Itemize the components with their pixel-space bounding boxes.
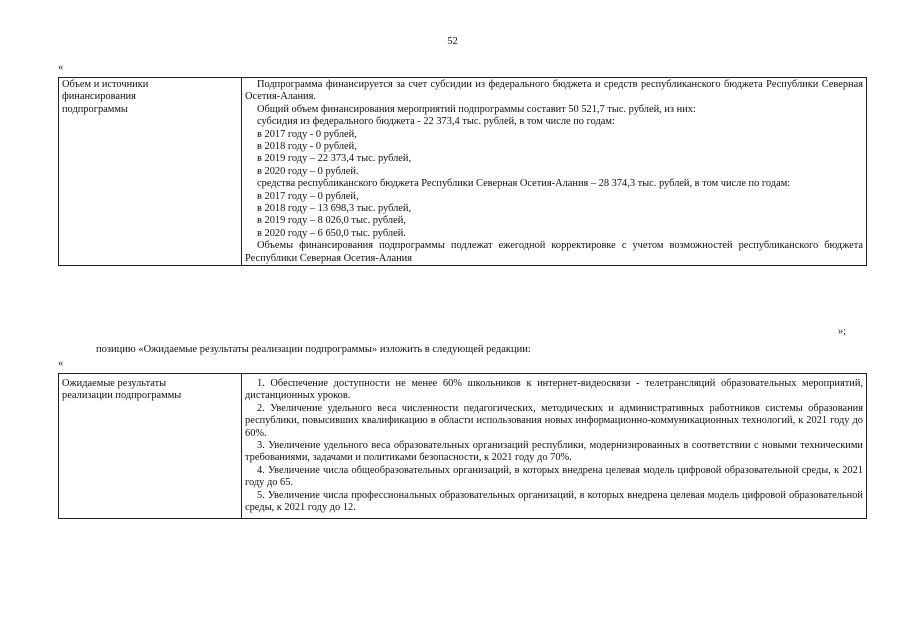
financing-row [59,78,867,266]
results-label-line: реализации подпрограммы [62,390,182,402]
financing-paragraph: в 2017 году - 0 рублей, [257,128,357,140]
financing-paragraph: средства республиканского бюджета Республики Северная Осетия-Алания – 28 374,3 тыс. рублей, в том числе по годам: [257,178,791,190]
results-label-cell [59,374,242,519]
open-quote-2: « [58,358,64,369]
financing-paragraph: в 2020 году – 6 650,0 тыс. рублей. [257,227,406,239]
financing-label-line: подпрограммы [62,103,128,115]
financing-paragraph: в 2018 году - 0 рублей, [257,141,357,153]
financing-label-line: Объем и источники [62,79,149,90]
financing-label-cell [59,78,242,266]
intro-text: позицию «Ожидаемые результаты реализации подпрограммы» изложить в следующей редакции: [96,344,531,355]
results-paragraph: 1. Обеспечение доступности не менее 60% школьников к интернет-видеосвязи - телетрансляций образовательных мероприятий, дистанционных уроков. [245,378,863,402]
page-number: 52 [447,36,458,47]
financing-label-line: финансирования [62,91,136,103]
results-label-line: Ожидаемые результаты [62,378,167,389]
results-paragraph: 4. Увеличение числа общеобразовательных организаций, в которых внедрена целевая модель цифровой образовательной среды, к 2021 году до 65. [245,464,863,489]
financing-paragraph: в 2018 году – 13 698,3 тыс. рублей, [257,203,412,215]
results-paragraph: 2. Увеличение удельного веса численности педагогических, методических и административных работников системы образования республики, повысивших квалификацию в области использования новых информационно-коммуникационных технологий, к 2021 году до 60%. [245,402,863,439]
financing-paragraph: Подпрограмма финансируется за счет субсидии из федерального бюджета и средств республиканского бюджета Республики Северная Осетия-Алания. [245,79,863,103]
results-paragraph: 5. Увеличение числа профессиональных образовательных организаций, в которых внедрена целевая модель цифровой образовательной среды, к 2021 году до 12. [245,489,863,514]
results-row [59,374,867,519]
results-body-cell [242,374,867,519]
financing-paragraph: субсидия из федерального бюджета - 22 373,4 тыс. рублей, в том числе по годам: [257,116,615,128]
results-table [58,373,867,519]
financing-paragraph: Объемы финансирования подпрограммы подлежат ежегодной корректировке с учетом возможностей республиканского бюджета Республики Северная Осетия-Алания [245,240,863,264]
financing-paragraph: в 2020 году – 0 рублей. [257,165,359,177]
open-quote-1: « [58,62,64,73]
financing-paragraph: Общий объем финансирования мероприятий подпрограммы составит 50 521,7 тыс. рублей, из них: [257,103,696,115]
financing-paragraph: в 2019 году – 22 373,4 тыс. рублей, [257,153,412,165]
financing-paragraph: в 2019 году – 8 026,0 тыс. рублей, [257,215,406,227]
financing-paragraph: в 2017 году – 0 рублей, [257,190,359,202]
close-quote: »; [838,326,847,337]
financing-body-cell [242,78,867,266]
financing-table [58,77,867,266]
results-paragraph: 3. Увеличение удельного веса образовательных организаций республики, модернизированных в соответствии с новыми техническими требованиями, задачами и политиками безопасности, к 2021 году до 70%. [245,440,863,464]
